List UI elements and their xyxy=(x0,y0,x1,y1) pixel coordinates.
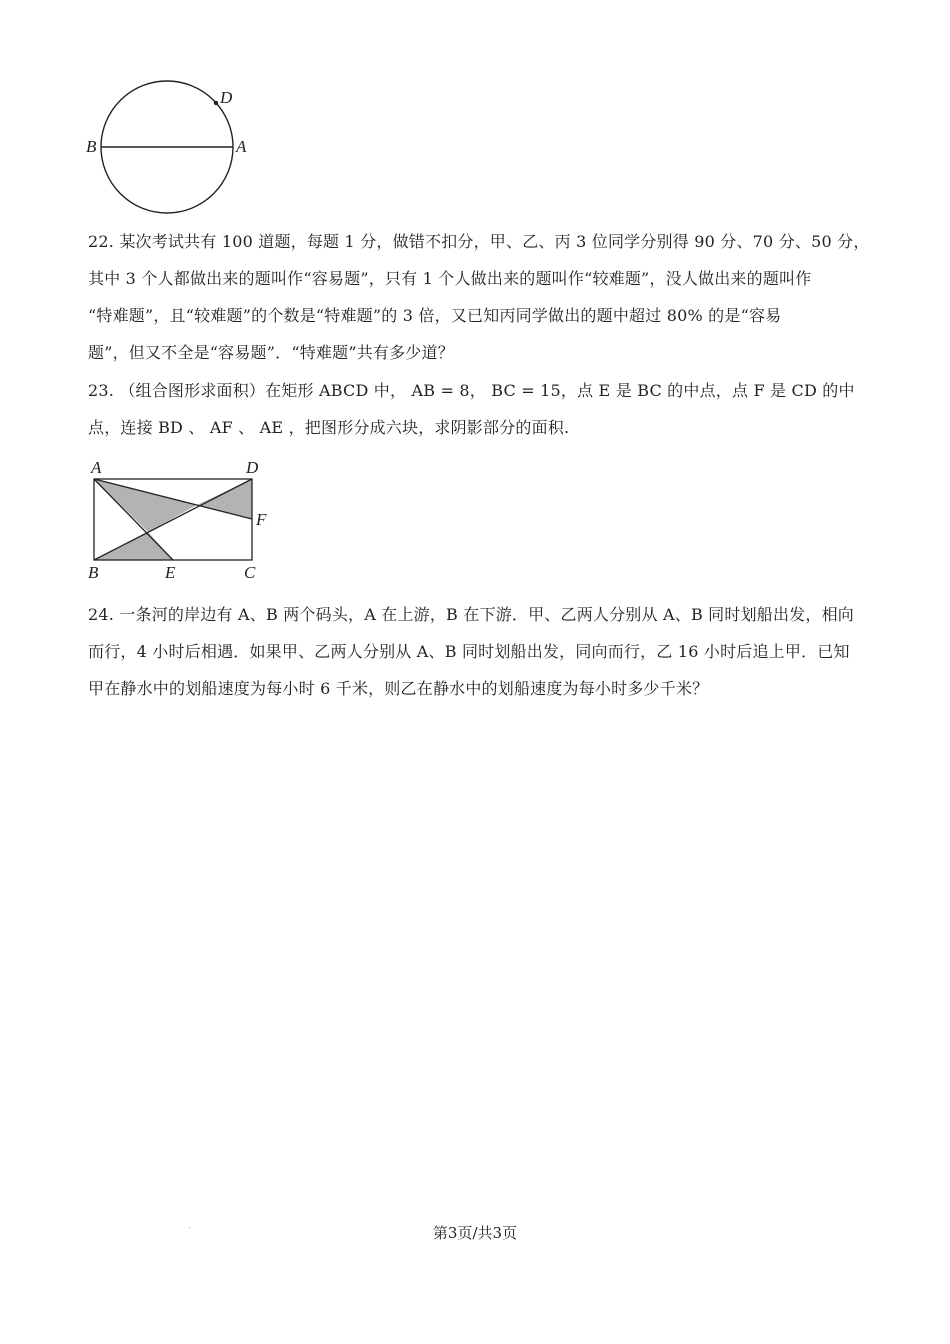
circle-figure xyxy=(80,80,260,220)
shaded-quad-right xyxy=(197,479,252,519)
shaded-triangle-left xyxy=(94,479,197,532)
label-d: D xyxy=(246,458,259,477)
problem-22 xyxy=(88,223,868,371)
problem-22-line: 22. 某次考试共有 100 道题，每题 1 分，做错不扣分，甲、乙、丙 3 位同学分别得 90 分、70 分、50 分， xyxy=(88,232,870,251)
problem-23-line: 23. （组合图形求面积）在矩形 ABCD 中， AB = 8， BC = 15，点 E 是 BC 的中点，点 F 是 CD 的中 xyxy=(88,381,855,400)
problem-24-line: 甲在静水中的划船速度为每小时 6 千米，则乙在静水中的划船速度为每小时多少千米？ xyxy=(88,679,709,698)
rectangle-figure xyxy=(80,455,280,585)
problem-23 xyxy=(88,372,868,446)
label-b: B xyxy=(88,563,99,582)
label-a: A xyxy=(236,137,247,156)
label-b: B xyxy=(86,137,97,156)
problem-22-line: “特难题”，且“较难题”的个数是“特难题”的 3 倍，又已知丙同学做出的题中超过 80% 的是“容易 xyxy=(88,306,782,325)
label-d: D xyxy=(220,88,233,107)
label-f: F xyxy=(256,510,267,529)
problem-24-line: 而行，4 小时后相遇．如果甲、乙两人分别从 A、B 同时划船出发，同向而行，乙 16 小时后追上甲．已知 xyxy=(88,642,850,661)
page-number: 第3页/共3页 xyxy=(432,1224,518,1242)
shaded-triangle-bottom xyxy=(94,532,173,560)
problem-22-line: 其中 3 个人都做出来的题叫作“容易题”，只有 1 个人做出来的题叫作“较难题”，没人做出来的题叫作 xyxy=(88,269,812,288)
label-c: C xyxy=(244,563,256,582)
point-d xyxy=(214,101,218,105)
label-a: A xyxy=(91,458,102,477)
problem-24 xyxy=(88,596,868,707)
problem-23-line: 点，连接 BD 、 AF 、 AE ，把图形分成六块，求阴影部分的面积. xyxy=(88,418,570,437)
problem-22-line: 题”，但又不全是“容易题”．“特难题”共有多少道？ xyxy=(88,343,454,362)
problem-24-line: 24. 一条河的岸边有 A、B 两个码头，A 在上游，B 在下游．甲、乙两人分别从 A、B 同时划船出发，相向 xyxy=(88,605,854,624)
label-e: E xyxy=(165,563,176,582)
